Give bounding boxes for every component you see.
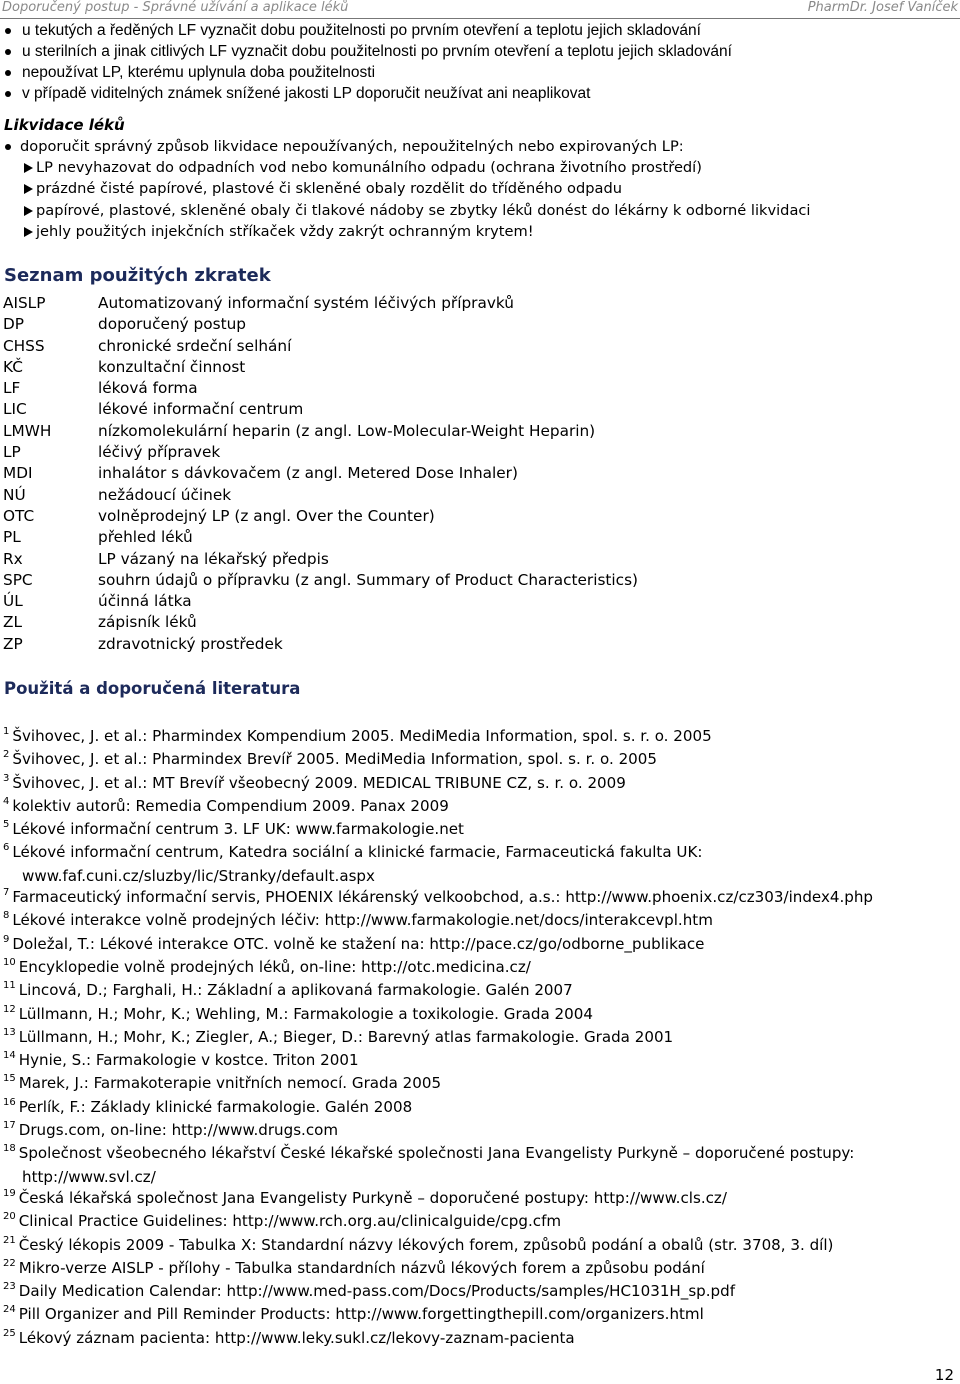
reference-number: 6 (3, 842, 10, 854)
reference-item (3, 819, 953, 842)
reference-text: Lékový záznam pacienta: http://www.leky.sukl.cz/lekovy-zaznam-pacienta (18, 1328, 575, 1347)
reference-text: Česká lékařská společnost Jana Evangelisty Purkyně – doporučené postupy: http://www.cls.cz/ (18, 1188, 727, 1207)
abbreviation-code: OTC (3, 506, 35, 525)
reference-number: 24 (3, 1304, 16, 1316)
abbreviations-heading: Seznam použitých zkratek (4, 265, 271, 286)
abbreviation-code: LF (3, 379, 21, 398)
abbreviation-desc: volněprodejný LP (z angl. Over the Counter) (98, 506, 435, 525)
reference-text: Mikro-verze AISLP - přílohy - Tabulka standardních názvů lékových forem a způsobu podání (18, 1258, 705, 1277)
abbreviation-row (3, 442, 943, 463)
reference-item (3, 796, 953, 819)
reference-number: 21 (3, 1234, 16, 1246)
abbreviation-desc: zápisník léků (98, 613, 197, 632)
reference-item (3, 1120, 953, 1143)
abbreviation-row (3, 506, 943, 527)
reference-item (3, 1304, 953, 1327)
reference-number: 17 (3, 1120, 16, 1132)
reference-number: 5 (3, 819, 10, 831)
abbreviation-desc: inhalátor s dávkovačem (z angl. Metered Dose Inhaler) (98, 464, 518, 483)
reference-item (3, 1050, 953, 1073)
page-number: 12 (934, 1366, 954, 1384)
abbreviation-code: LIC (3, 400, 27, 419)
abbreviation-code: CHSS (3, 336, 45, 355)
abbreviation-code: ÚL (3, 592, 23, 611)
reference-item (3, 1027, 953, 1050)
abbreviation-row (3, 612, 943, 633)
abbreviation-code: SPC (3, 570, 33, 589)
reference-number: 11 (3, 980, 16, 992)
abbreviation-row (3, 399, 943, 420)
abbreviation-desc: léčivý přípravek (98, 443, 221, 462)
reference-number: 15 (3, 1073, 16, 1085)
reference-item (3, 887, 953, 910)
reference-number: 18 (3, 1143, 16, 1155)
abbreviation-desc: Automatizovaný informační systém léčivých přípravků (98, 294, 514, 312)
reference-text: Hynie, S.: Farmakologie v kostce. Triton 2001 (18, 1051, 359, 1070)
list-item: u tekutých a ředěných LF vyznačit dobu použitelnosti po prvním otevření a teplotu jejich skladování (0, 20, 960, 41)
reference-number: 13 (3, 1026, 16, 1038)
abbreviation-desc: LP vázaný na lékařský předpis (98, 549, 329, 568)
reference-number: 8 (3, 910, 10, 922)
abbreviation-desc: chronické srdeční selhání (98, 336, 292, 355)
reference-number: 2 (3, 749, 10, 761)
reference-item (3, 749, 953, 772)
reference-text: Lékové interakce volně prodejných léčiv: http://www.farmakologie.net/docs/interakcevpl.htm (12, 911, 713, 930)
reference-item (3, 1235, 953, 1258)
disposal-list (0, 136, 960, 243)
abbreviation-row (3, 421, 943, 442)
reference-item (3, 1258, 953, 1281)
abbreviation-code: LP (3, 443, 21, 462)
abbreviation-code: ZP (3, 634, 23, 653)
list-item: v případě viditelných známek snížené jakosti LP doporučit neužívat ani neaplikovat (0, 83, 960, 104)
abbreviation-code: MDI (3, 464, 33, 483)
abbreviation-code: ZL (3, 613, 23, 632)
reference-text: Lüllmann, H.; Mohr, K.; Ziegler, A.; Bieger, D.: Barevný atlas farmakologie. Grada 2001 (18, 1027, 674, 1046)
header-author: PharmDr. Josef Vaníček (807, 0, 958, 15)
abbreviation-desc: zdravotnický prostředek (98, 634, 283, 653)
reference-item (3, 773, 953, 796)
abbreviation-row (3, 463, 943, 484)
abbreviation-code: NÚ (3, 485, 26, 504)
reference-item (3, 980, 953, 1003)
abbreviation-code: KČ (3, 357, 23, 376)
reference-item (3, 726, 953, 749)
abbreviation-row (3, 485, 943, 506)
reference-item (3, 842, 953, 887)
reference-number: 7 (3, 887, 10, 899)
abbreviation-desc: lékové informační centrum (98, 400, 304, 419)
reference-number: 9 (3, 933, 10, 945)
reference-number: 16 (3, 1096, 16, 1108)
abbreviation-desc: účinná látka (98, 592, 192, 611)
reference-text: Clinical Practice Guidelines: http://www.rch.org.au/clinicalguide/cpg.cfm (18, 1212, 562, 1231)
reference-text: Encyklopedie volně prodejných léků, on-line: http://otc.medicina.cz/ (18, 957, 531, 976)
reference-url: http://www.svl.cz/ (22, 1167, 156, 1186)
reference-item (3, 1143, 953, 1188)
reference-item (3, 910, 953, 933)
reference-list (3, 726, 953, 1351)
abbreviation-desc: konzultační činnost (98, 357, 246, 376)
reference-text: Švihovec, J. et al.: Pharmindex Brevíř 2005. MediMedia Information, spol. s. r. o. 2005 (12, 750, 657, 769)
reference-item (3, 1328, 953, 1351)
reference-item (3, 1211, 953, 1234)
list-item: prázdné čisté papírové, plastové či skleněné obaly rozdělit do tříděného odpadu (0, 178, 960, 199)
reference-number: 20 (3, 1211, 16, 1223)
reference-text: kolektiv autorů: Remedia Compendium 2009. Panax 2009 (12, 796, 449, 815)
reference-text: Lüllmann, H.; Mohr, K.; Wehling, M.: Farmakologie a toxikologie. Grada 2004 (18, 1004, 593, 1023)
abbreviation-row (3, 357, 943, 378)
reference-number: 1 (3, 726, 10, 737)
literature-heading: Použitá a doporučená literatura (4, 679, 301, 698)
storage-bullet-list (0, 20, 960, 104)
abbreviation-code: AISLP (3, 294, 46, 312)
abbreviation-code: LMWH (3, 421, 52, 440)
reference-number: 4 (3, 795, 10, 807)
reference-text: Švihovec, J. et al.: Pharmindex Kompendium 2005. MediMedia Information, spol. s. r. o. 2005 (12, 727, 712, 745)
reference-text: Pill Organizer and Pill Reminder Products: http://www.forgettingthepill.com/organizers.html (18, 1305, 704, 1324)
abbreviation-desc: nežádoucí účinek (98, 485, 232, 504)
reference-text: Lékové informační centrum 3. LF UK: www.farmakologie.net (12, 820, 464, 839)
abbreviation-desc: přehled léků (98, 528, 193, 547)
reference-number: 10 (3, 956, 16, 968)
reference-text: Lincová, D.; Farghali, H.: Základní a aplikovaná farmakologie. Galén 2007 (18, 981, 573, 1000)
abbreviation-row (3, 378, 943, 399)
abbreviation-desc: nízkomolekulární heparin (z angl. Low-Molecular-Weight Heparin) (98, 421, 596, 440)
disposal-lead: doporučit správný způsob likvidace nepoužívaných, nepoužitelných nebo expirovaných LP: (0, 136, 960, 157)
page-header (0, 0, 960, 19)
abbreviation-row (3, 527, 943, 548)
abbreviation-desc: souhrn údajů o přípravku (z angl. Summary of Product Characteristics) (98, 570, 639, 589)
reference-number: 14 (3, 1050, 16, 1062)
reference-text: Doležal, T.: Lékové interakce OTC. volně ke stažení na: http://pace.cz/go/odborne_publikace (12, 934, 705, 953)
reference-number: 22 (3, 1257, 16, 1269)
reference-item (3, 957, 953, 980)
reference-item (3, 1097, 953, 1120)
abbreviation-desc: léková forma (98, 379, 198, 398)
disposal-heading: Likvidace léků (4, 116, 125, 134)
abbreviation-code: PL (3, 528, 21, 547)
reference-text: Český lékopis 2009 - Tabulka X: Standardní názvy lékových forem, způsobů podání a obalů (str. 3708, 3. díl) (18, 1235, 834, 1254)
list-item: LP nevyhazovat do odpadních vod nebo komunálního odpadu (ochrana životního prostředí) (0, 157, 960, 178)
reference-item (3, 1188, 953, 1211)
abbreviation-row (3, 570, 943, 591)
reference-item (3, 1073, 953, 1096)
abbreviation-code: DP (3, 315, 25, 334)
reference-text: Farmaceutický informační servis, PHOENIX lékárenský velkoobchod, a.s.: http://www.phoenix.cz/cz303/index4.php (12, 888, 874, 907)
abbreviation-code: Rx (3, 549, 23, 568)
reference-text: Lékové informační centrum, Katedra sociální a klinické farmacie, Farmaceutická fakulta UK: (12, 843, 703, 862)
list-item: papírové, plastové, skleněné obaly či tlakové nádoby se zbytky léků donést do lékárny k odborné likvidaci (0, 200, 960, 221)
abbreviation-desc: doporučený postup (98, 315, 246, 334)
reference-text: Marek, J.: Farmakoterapie vnitřních nemocí. Grada 2005 (18, 1074, 442, 1093)
reference-number: 25 (3, 1327, 16, 1339)
list-item: u sterilních a jinak citlivých LF vyznačit dobu použitelnosti po prvním otevření a teplotu jejich skladování (0, 41, 960, 62)
abbreviations-list (3, 293, 943, 655)
reference-url: www.faf.cuni.cz/sluzby/lic/Stranky/default.aspx (22, 866, 375, 885)
reference-number: 19 (3, 1187, 16, 1199)
reference-item (3, 1281, 953, 1304)
abbreviation-row (3, 336, 943, 357)
reference-text: Společnost všeobecného lékařství České lékařské společnosti Jana Evangelisty Purkyně – doporučené postupy: (18, 1144, 855, 1163)
abbreviation-row (3, 293, 943, 314)
reference-item (3, 1004, 953, 1027)
list-item: jehly použitých injekčních stříkaček vždy zakrýt ochranným krytem! (0, 221, 960, 242)
abbreviation-row (3, 591, 943, 612)
reference-text: Drugs.com, on-line: http://www.drugs.com (18, 1121, 339, 1140)
reference-text: Perlík, F.: Základy klinické farmakologie. Galén 2008 (18, 1097, 413, 1116)
header-title: Doporučený postup - Správné užívání a aplikace léků (2, 0, 349, 15)
abbreviation-row (3, 634, 943, 655)
reference-number: 12 (3, 1003, 16, 1015)
reference-item (3, 934, 953, 957)
reference-text: Švihovec, J. et al.: MT Brevíř všeobecný 2009. MEDICAL TRIBUNE CZ, s. r. o. 2009 (12, 773, 626, 792)
abbreviation-row (3, 549, 943, 570)
reference-number: 23 (3, 1281, 16, 1293)
reference-text: Daily Medication Calendar: http://www.med-pass.com/Docs/Products/samples/HC1031H_sp.pdf (18, 1282, 736, 1301)
reference-number: 3 (3, 772, 10, 784)
list-item: nepoužívat LP, kterému uplynula doba použitelnosti (0, 62, 960, 83)
abbreviation-row (3, 314, 943, 335)
